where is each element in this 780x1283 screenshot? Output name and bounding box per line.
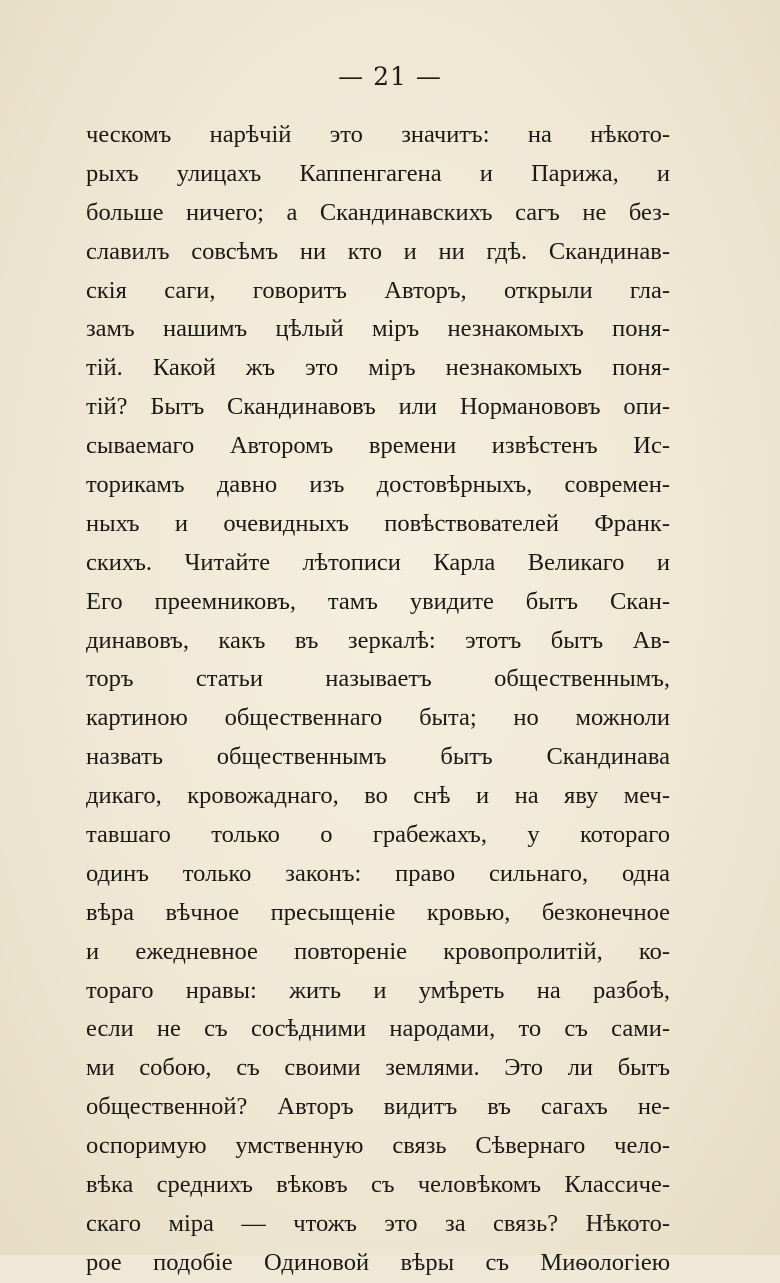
text-block [86, 116, 670, 1283]
text-line: рое подобіе Одиновой вѣры съ Миѳологіею [86, 1248, 670, 1276]
text-line: торъ статьи называетъ общественнымъ, [86, 665, 670, 693]
text-line: славилъ совсѣмъ ни кто и ни гдѣ. Скандинав- [86, 237, 670, 265]
text-line: скаго міра — чтожъ это за связь? Нѣкото- [86, 1209, 670, 1237]
text-line: тавшаго только о грабежахъ, у котораго [86, 821, 670, 849]
text-line: торикамъ давно изъ достовѣрныхъ, современ- [86, 471, 670, 499]
text-line: динавовъ, какъ въ зеркалѣ: этотъ бытъ Ав- [86, 626, 670, 654]
text-line: дикаго, кровожаднаго, во снѣ и на яву меч- [86, 782, 670, 810]
text-line: вѣра вѣчное пресыщеніе кровью, безконечное [86, 898, 670, 926]
text-line: скія саги, говоритъ Авторъ, открыли гла- [86, 276, 670, 304]
text-line: оспоримую умственную связь Сѣвернаго чело- [86, 1132, 670, 1160]
text-line: ми собою, съ своими землями. Это ли бытъ [86, 1054, 670, 1082]
text-line: больше ничего; а Скандинавскихъ сагъ не без- [86, 198, 670, 226]
text-line: рыхъ улицахъ Каппенгагена и Парижа, и [86, 159, 670, 187]
text-line: Его преемниковъ, тамъ увидите бытъ Скан- [86, 587, 670, 615]
text-line: картиною общественнаго быта; но можноли [86, 704, 670, 732]
text-line: замъ нашимъ цѣлый міръ незнакомыхъ поня- [86, 315, 670, 343]
text-line: тораго нравы: жить и умѣреть на разбоѣ, [86, 976, 670, 1004]
text-line: тій? Бытъ Скандинавовъ или Норманововъ опи- [86, 393, 670, 421]
text-line: скихъ. Читайте лѣтописи Карла Великаго и [86, 548, 670, 576]
page-number: — 21 — [338, 62, 442, 91]
text-line: сываемаго Авторомъ времени извѣстенъ Ис- [86, 432, 670, 460]
text-line: назвать общественнымъ бытъ Скандинава [86, 743, 670, 771]
text-line: тій. Какой жъ это міръ незнакомыхъ поня- [86, 354, 670, 382]
text-line: ныхъ и очевидныхъ повѣствователей Франк- [86, 509, 670, 537]
text-line: если не съ сосѣдними народами, то съ сами- [86, 1015, 670, 1043]
text-line: вѣка среднихъ вѣковъ съ человѣкомъ Классиче- [86, 1171, 670, 1199]
text-line: общественной? Авторъ видитъ въ сагахъ не- [86, 1093, 670, 1121]
text-line: ческомъ нарѣчій это значитъ: на нѣкото- [86, 121, 670, 148]
text-line: и ежедневное повтореніе кровопролитій, ко- [86, 937, 670, 965]
text-line: одинъ только законъ: право сильнаго, одна [86, 859, 670, 887]
